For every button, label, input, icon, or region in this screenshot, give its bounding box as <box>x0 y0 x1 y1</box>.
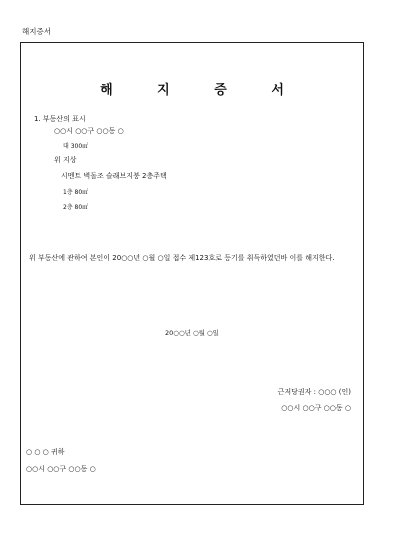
recipient-line: ○ ○ ○ 귀하 <box>26 448 65 456</box>
property-heading: 1. 부동산의 표시 <box>34 115 86 123</box>
land-area: 대 300㎡ <box>63 143 89 150</box>
recipient-address: ○○시 ○○구 ○○동 ○ <box>26 465 96 473</box>
floor-2-area: 2층 80㎡ <box>63 204 89 211</box>
building-description: 시멘트 벽돌조 슬래브지붕 2층주택 <box>61 172 167 180</box>
document-caption: 해지증서 <box>22 27 51 36</box>
property-address: ○○시 ○○구 ○○동 ○ <box>54 127 124 135</box>
cancellation-statement: 위 부동산에 관하여 본인이 20○○년 ○월 ○일 접수 제123호로 등기를 취득하였던바 이를 해지한다. <box>29 254 335 262</box>
building-heading: 위 지상 <box>54 156 77 164</box>
signer-address: ○○시 ○○구 ○○동 ○ <box>281 404 351 412</box>
signer-line: 근저당권자 : ○○○ (인) <box>277 388 351 396</box>
document-title: 해 지 증 서 <box>100 83 304 98</box>
floor-1-area: 1층 80㎡ <box>63 189 89 196</box>
document-date: 20○○년 ○월 ○일 <box>165 329 219 337</box>
certificate-frame <box>20 42 364 505</box>
